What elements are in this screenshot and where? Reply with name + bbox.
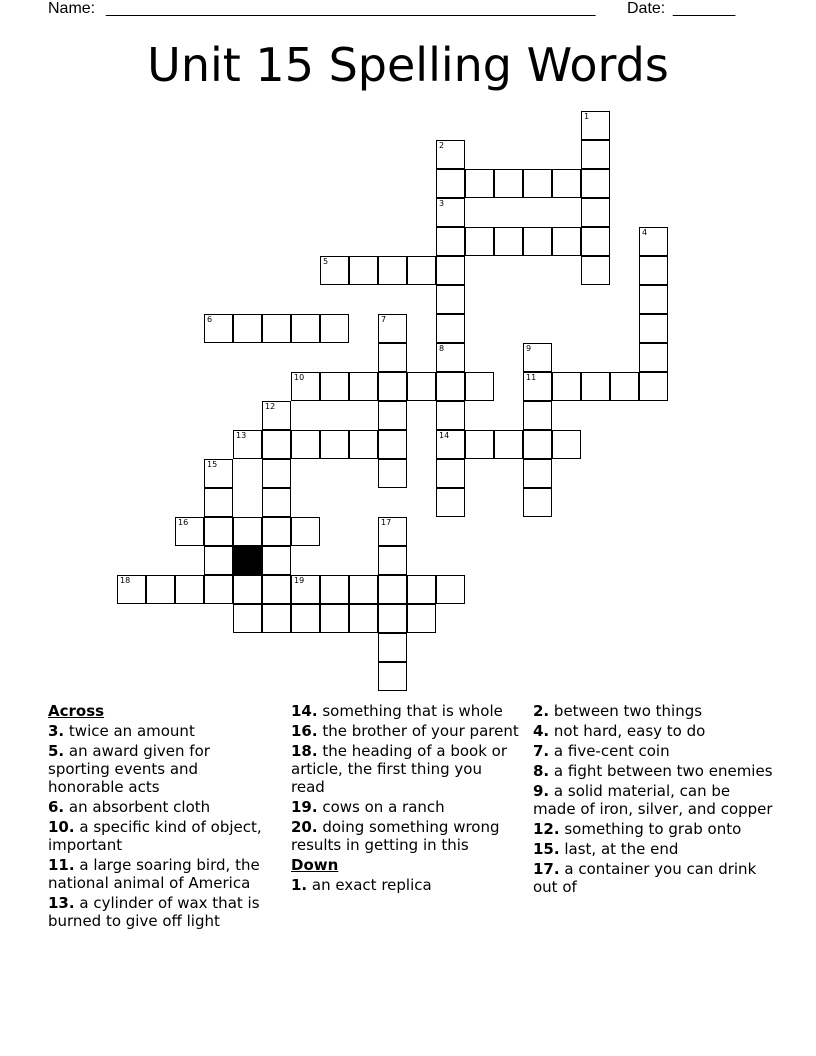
clue-across-5: 5. an award given for sporting events and honorable acts <box>48 742 210 796</box>
grid-cell[interactable] <box>523 488 552 517</box>
grid-cell[interactable] <box>175 517 204 546</box>
clue-number: 12 <box>265 402 276 411</box>
grid-cell[interactable] <box>581 372 610 401</box>
clues-column-1 <box>48 702 270 932</box>
grid-cell[interactable] <box>523 343 552 372</box>
grid-cell[interactable] <box>552 372 581 401</box>
grid-cell[interactable] <box>204 488 233 517</box>
clue-number: 7 <box>381 315 387 324</box>
grid-cell[interactable] <box>407 256 436 285</box>
grid-cell[interactable] <box>378 517 407 546</box>
clue-number: 19 <box>294 576 305 585</box>
clue-across-16: 16. the brother of your parent <box>291 722 519 740</box>
clue-number: 16 <box>178 518 189 527</box>
grid-cell[interactable] <box>639 285 668 314</box>
grid-cell[interactable] <box>146 575 175 604</box>
grid-cell[interactable] <box>320 575 349 604</box>
clue-number: 13 <box>236 431 247 440</box>
date-field[interactable]: _______ <box>673 0 736 17</box>
grid-cell[interactable] <box>378 633 407 662</box>
clue-number: 15 <box>207 460 218 469</box>
grid-cell[interactable] <box>378 546 407 575</box>
grid-cell[interactable] <box>262 488 291 517</box>
grid-cell[interactable] <box>175 575 204 604</box>
grid-cell[interactable] <box>233 517 262 546</box>
grid-cell[interactable] <box>320 314 349 343</box>
clue-down-17: 17. a container you can drink out of <box>533 860 757 896</box>
grid-cell[interactable] <box>349 256 378 285</box>
grid-cell[interactable] <box>204 575 233 604</box>
clue-number: 2 <box>439 141 445 150</box>
clue-across-10: 10. a specific kind of object, important <box>48 818 262 854</box>
grid-cell[interactable] <box>233 575 262 604</box>
clue-number: 3 <box>439 199 445 208</box>
grid-cell[interactable] <box>581 140 610 169</box>
grid-cell[interactable] <box>378 459 407 488</box>
grid-cell[interactable] <box>639 256 668 285</box>
clue-number: 8 <box>439 344 445 353</box>
grid-cell[interactable] <box>436 256 465 285</box>
clue-down-4: 4. not hard, easy to do <box>533 722 706 740</box>
clue-across-14: 14. something that is whole <box>291 702 503 720</box>
grid-cell[interactable] <box>407 604 436 633</box>
grid-cell[interactable] <box>262 604 291 633</box>
grid-cell[interactable] <box>465 169 494 198</box>
grid-cell[interactable] <box>291 372 320 401</box>
grid-cell[interactable] <box>523 227 552 256</box>
grid-cell[interactable] <box>639 372 668 401</box>
grid-cell[interactable] <box>378 575 407 604</box>
clue-number: 17 <box>381 518 392 527</box>
grid-cell[interactable] <box>204 517 233 546</box>
grid-cell[interactable] <box>639 343 668 372</box>
grid-cell[interactable] <box>436 459 465 488</box>
grid-cell[interactable] <box>378 430 407 459</box>
clue-number: 14 <box>439 431 450 440</box>
grid-cell[interactable] <box>349 430 378 459</box>
grid-cell[interactable] <box>378 314 407 343</box>
grid-cell[interactable] <box>291 517 320 546</box>
clue-number: 6 <box>207 315 213 324</box>
grid-cell[interactable] <box>320 604 349 633</box>
name-field[interactable]: _______________________________________________________ <box>106 0 596 17</box>
grid-cell[interactable] <box>436 169 465 198</box>
grid-cell[interactable] <box>436 372 465 401</box>
grid-cell[interactable] <box>320 372 349 401</box>
grid-cell[interactable] <box>581 169 610 198</box>
grid-cell[interactable] <box>407 372 436 401</box>
grid-cell[interactable] <box>581 256 610 285</box>
grid-cell[interactable] <box>262 575 291 604</box>
page-title: Unit 15 Spelling Words <box>147 38 669 92</box>
grid-cell[interactable] <box>262 401 291 430</box>
clue-number: 9 <box>526 344 532 353</box>
clue-down-15: 15. last, at the end <box>533 840 679 858</box>
grid-cell[interactable] <box>494 430 523 459</box>
clue-across-6: 6. an absorbent cloth <box>48 798 211 816</box>
clue-across-20: 20. doing something wrong results in getting in this <box>291 818 500 854</box>
grid-cell[interactable] <box>320 430 349 459</box>
clue-number: 4 <box>642 228 648 237</box>
clues-column-3 <box>533 702 773 898</box>
grid-cell[interactable] <box>233 314 262 343</box>
grid-cell[interactable] <box>378 256 407 285</box>
grid-cell[interactable] <box>378 372 407 401</box>
grid-cell[interactable] <box>117 575 146 604</box>
grid-cell[interactable] <box>378 401 407 430</box>
grid-cell[interactable] <box>523 459 552 488</box>
clues-column-2 <box>291 702 519 896</box>
clue-number: 5 <box>323 257 329 266</box>
grid-cell[interactable] <box>204 314 233 343</box>
grid-cell[interactable] <box>378 662 407 691</box>
grid-cell[interactable] <box>523 169 552 198</box>
clue-number: 18 <box>120 576 131 585</box>
grid-cell[interactable] <box>436 227 465 256</box>
grid-cell[interactable] <box>262 459 291 488</box>
clue-down-2: 2. between two things <box>533 702 703 720</box>
grid-cell[interactable] <box>494 169 523 198</box>
grid-cell[interactable] <box>436 285 465 314</box>
grid-cell[interactable] <box>291 604 320 633</box>
clue-down-1: 1. an exact replica <box>291 876 432 894</box>
grid-cell[interactable] <box>349 372 378 401</box>
grid-cell[interactable] <box>233 604 262 633</box>
grid-cell[interactable] <box>465 227 494 256</box>
grid-cell[interactable] <box>407 575 436 604</box>
grid-cell[interactable] <box>552 227 581 256</box>
grid-cell[interactable] <box>552 169 581 198</box>
clue-across-11: 11. a large soaring bird, the national animal of America <box>48 856 260 892</box>
grid-cell[interactable] <box>581 198 610 227</box>
grid-cell[interactable] <box>552 430 581 459</box>
grid-cell[interactable] <box>436 430 465 459</box>
grid-cell[interactable] <box>262 314 291 343</box>
grid-cell[interactable] <box>436 314 465 343</box>
grid-cell[interactable] <box>523 430 552 459</box>
black-cell <box>233 546 262 575</box>
grid-cell[interactable] <box>436 401 465 430</box>
grid-cell[interactable] <box>291 430 320 459</box>
grid-cell[interactable] <box>262 546 291 575</box>
grid-cell[interactable] <box>262 430 291 459</box>
grid-cell[interactable] <box>523 372 552 401</box>
clue-down-8: 8. a fight between two enemies <box>533 762 773 780</box>
grid-cell[interactable] <box>291 314 320 343</box>
grid-cell[interactable] <box>436 198 465 227</box>
grid-cell[interactable] <box>581 111 610 140</box>
clue-across-18: 18. the heading of a book or article, the first thing you read <box>291 742 508 796</box>
grid-cell[interactable] <box>436 575 465 604</box>
clue-across-3: 3. twice an amount <box>48 722 195 740</box>
grid-cell[interactable] <box>262 517 291 546</box>
grid-cell[interactable] <box>378 604 407 633</box>
down-heading: Down <box>291 856 339 874</box>
grid-cell[interactable] <box>523 401 552 430</box>
date-label: Date: <box>627 0 666 17</box>
across-heading: Across <box>48 702 105 720</box>
clue-across-19: 19. cows on a ranch <box>291 798 445 816</box>
grid-cell[interactable] <box>349 575 378 604</box>
grid-cell[interactable] <box>610 372 639 401</box>
grid-cell[interactable] <box>436 488 465 517</box>
grid-cell[interactable] <box>494 227 523 256</box>
clue-number: 10 <box>294 373 305 382</box>
grid-cell[interactable] <box>233 430 262 459</box>
grid-cell[interactable] <box>581 227 610 256</box>
clue-down-7: 7. a five-cent coin <box>533 742 670 760</box>
clue-number: 1 <box>584 112 590 121</box>
clue-across-13: 13. a cylinder of wax that is burned to give off light <box>48 894 260 930</box>
clue-number: 11 <box>526 373 537 382</box>
grid-cell[interactable] <box>204 459 233 488</box>
grid-cell[interactable] <box>639 227 668 256</box>
grid-cell[interactable] <box>320 256 349 285</box>
grid-cell[interactable] <box>465 430 494 459</box>
grid-cell[interactable] <box>349 604 378 633</box>
grid-cell[interactable] <box>378 343 407 372</box>
grid-cell[interactable] <box>465 372 494 401</box>
clue-down-9: 9. a solid material, can be made of iron, silver, and copper <box>533 782 773 818</box>
grid-cell[interactable] <box>639 314 668 343</box>
name-label: Name: <box>48 0 96 17</box>
clue-down-12: 12. something to grab onto <box>533 820 742 838</box>
grid-cell[interactable] <box>436 140 465 169</box>
grid-cell[interactable] <box>204 546 233 575</box>
grid-cell[interactable] <box>436 343 465 372</box>
grid-cell[interactable] <box>291 575 320 604</box>
